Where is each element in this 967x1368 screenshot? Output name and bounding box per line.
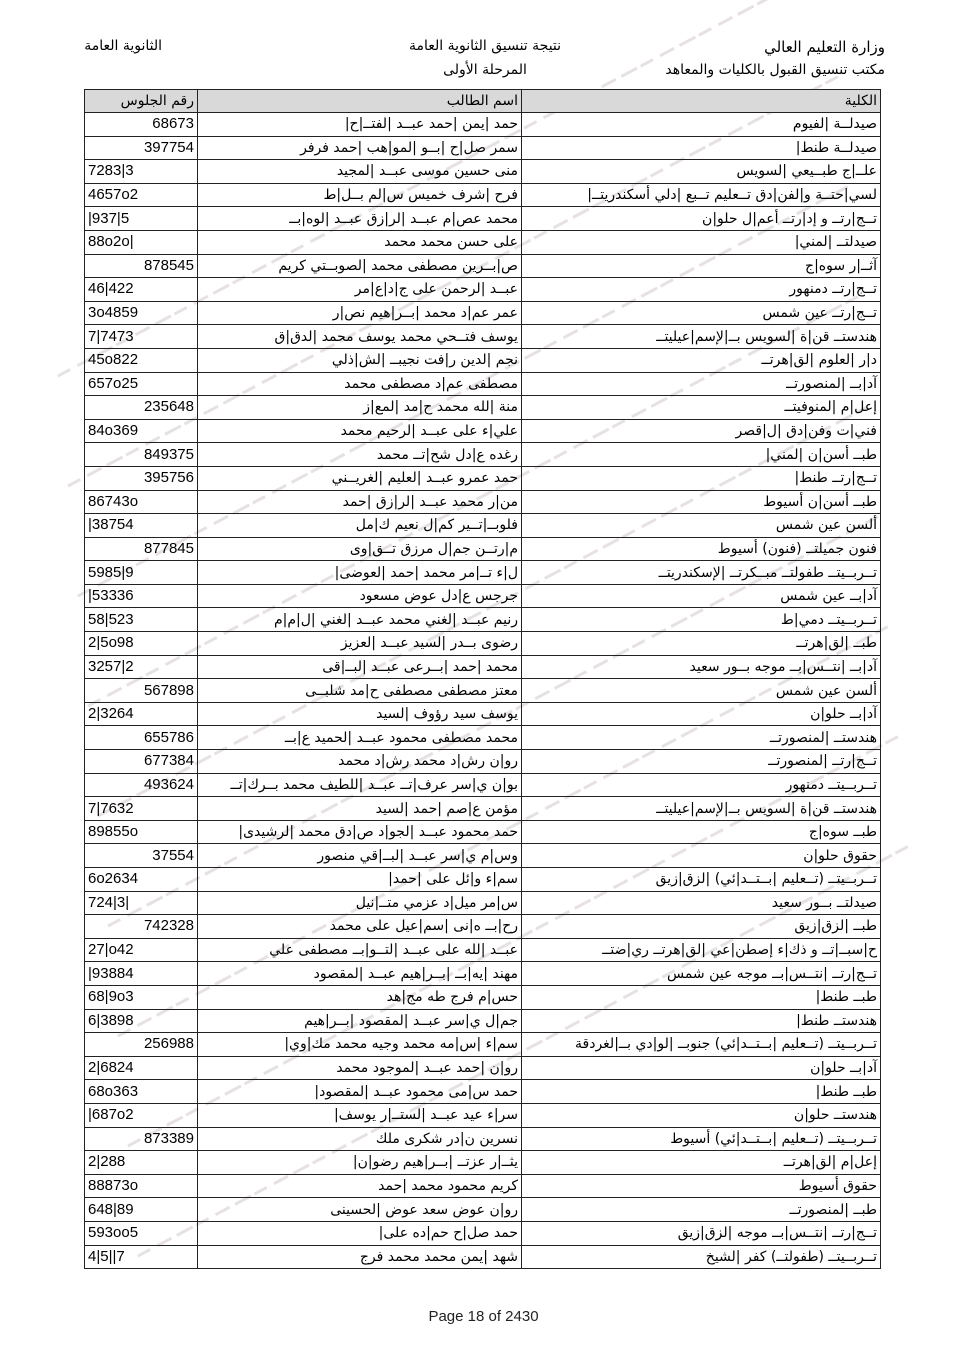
college-cell: إعل|م |لق|هرتــ [522, 1151, 881, 1175]
student-name-cell: س|مر ميل|د عزمي متــ|نيل [198, 891, 522, 915]
student-name-cell: يثــ|ر عزتــ |بــر|هيم رضو|ن| [198, 1151, 522, 1175]
student-name-cell: حمد عمرو عبــد |لعليم |لغريــني [198, 466, 522, 490]
table-row [85, 726, 881, 750]
table-row [85, 679, 881, 703]
table-row [85, 820, 881, 844]
table-row [85, 1033, 881, 1057]
college-cell: طبــ طنط| [522, 1080, 881, 1104]
office-title: مكتب تنسيق القبول بالكليات والمعاهد [665, 62, 885, 78]
student-name-cell: بو|ن ي|سر عرف|تــ عبــد |للطيف محمد بــرك|تــ [198, 773, 522, 797]
table-row [85, 1103, 881, 1127]
seat-number-cell: 89855o [85, 820, 198, 844]
ministry-title: وزارة التعليم العالي [764, 38, 885, 56]
table-row [85, 230, 881, 254]
college-cell: د|ر |لعلوم |لق|هرتــ [522, 348, 881, 372]
seat-number-cell: 6|3898 [85, 1009, 198, 1033]
table-row [85, 1245, 881, 1269]
student-name-cell: كريم محمود محمد |حمد [198, 1174, 522, 1198]
table-row [85, 419, 881, 443]
student-name-cell: سم|ء و|ئل على |حمد| [198, 868, 522, 892]
seat-number-cell: 235648 [85, 396, 198, 420]
college-cell: آد|بــ |نتــس|بــ موجه بــور سعيد [522, 655, 881, 679]
seat-number-cell: 27|o42 [85, 938, 198, 962]
seat-number-cell: 37554 [85, 844, 198, 868]
table-row [85, 443, 881, 467]
seat-number-cell: 742328 [85, 915, 198, 939]
table-row [85, 301, 881, 325]
table-row [85, 584, 881, 608]
table-row [85, 1174, 881, 1198]
college-cell: آثــ|ر سوه|ج [522, 254, 881, 278]
college-cell: تــج|رتــ |نتــس|بــ موجه عين شمس [522, 962, 881, 986]
college-cell: ألسن عين شمس [522, 679, 881, 703]
table-row [85, 490, 881, 514]
table-row [85, 1080, 881, 1104]
seat-number-cell: 7283|3 [85, 160, 198, 184]
student-name-cell: رضوى بــدر |لسيد عبــد |لعزيز [198, 632, 522, 656]
student-name-cell: علي|ء على عبــد |لرحيم محمد [198, 419, 522, 443]
table-row [85, 985, 881, 1009]
seat-number-cell: 4|5||7 [85, 1245, 198, 1269]
seat-number-cell: 2|5o98 [85, 632, 198, 656]
seat-number-cell: 5985|9 [85, 561, 198, 585]
seat-number-cell: 46|422 [85, 278, 198, 302]
college-cell: علــ|ج طبــيعي |لسويس [522, 160, 881, 184]
college-cell: هندستــ حلو|ن [522, 1103, 881, 1127]
seat-number-cell: |53336 [85, 584, 198, 608]
college-cell: فني|ت وفن|دق |ل|قصر [522, 419, 881, 443]
table-row [85, 844, 881, 868]
seat-number-cell: 68673 [85, 113, 198, 137]
seat-number-cell: 655786 [85, 726, 198, 750]
student-name-cell: م|رتــن جم|ل مرزق تــق|وى [198, 537, 522, 561]
college-cell: آد|بــ عين شمس [522, 584, 881, 608]
college-cell: تــربــيتــ (طفولتــ) كفر |لشيخ [522, 1245, 881, 1269]
college-cell: حقوق أسيوط [522, 1174, 881, 1198]
student-name-cell: فرح |شرف خميس س|لم بــل|ط [198, 183, 522, 207]
student-name-cell: عبــد |لرحمن على ج|د|ع|مر [198, 278, 522, 302]
college-cell: هندستــ طنط| [522, 1009, 881, 1033]
table-row [85, 1056, 881, 1080]
table-row [85, 537, 881, 561]
table-row [85, 278, 881, 302]
college-cell: صيدلتــ بــور سعيد [522, 891, 881, 915]
table-row [85, 348, 881, 372]
table-row [85, 938, 881, 962]
student-name-cell: رو|ن رش|د محمد رش|د محمد [198, 750, 522, 774]
student-name-cell: رو|ن عوض سعد عوض |لحسينى [198, 1198, 522, 1222]
student-name-cell: سم|ء |س|مه محمد وجيه محمد مك|وي| [198, 1033, 522, 1057]
table-row [85, 915, 881, 939]
results-table [84, 89, 881, 1269]
college-cell: صيدلتــ |لمني| [522, 230, 881, 254]
college-cell: تــربــيتــ (تــعليم |بــتــد|ئي) أسيوط [522, 1127, 881, 1151]
student-name-cell: يوسف فتــحي محمد يوسف محمد |لدق|ق [198, 325, 522, 349]
college-cell: آد|بــ |لمنصورتــ [522, 372, 881, 396]
table-row [85, 1127, 881, 1151]
table-row [85, 207, 881, 231]
student-name-cell: رو|ن |حمد عبــد |لموجود محمد [198, 1056, 522, 1080]
table-row [85, 325, 881, 349]
college-cell: تــج|رتــ |لمنصورتــ [522, 750, 881, 774]
student-name-cell: شهد |يمن محمد محمد فرج [198, 1245, 522, 1269]
seat-number-cell: 84o369 [85, 419, 198, 443]
table-row [85, 1009, 881, 1033]
seat-number-cell: 724|3| [85, 891, 198, 915]
college-cell: صيدلــة |لفيوم [522, 113, 881, 137]
seat-number-cell: 395756 [85, 466, 198, 490]
student-name-cell: وس|م ي|سر عبــد |لبــ|قي منصور [198, 844, 522, 868]
college-cell: ألسن عين شمس [522, 514, 881, 538]
student-name-cell: نجم |لدين ر|فت نجيبــ |لش|ذلي [198, 348, 522, 372]
student-name-cell: مهند |يه|بــ |بــر|هيم عبــد |لمقصود [198, 962, 522, 986]
college-cell: تــج|رتــ عين شمس [522, 301, 881, 325]
college-cell: تــج|رتــ طنط| [522, 466, 881, 490]
table-header-row [85, 90, 881, 113]
student-name-cell: نسرين ن|در شكرى ملك [198, 1127, 522, 1151]
student-name-cell: ص|بــرين مصطفى محمد |لصوبــتي كريم [198, 254, 522, 278]
student-name-cell: من|ر محمد عبــد |لر|زق |حمد [198, 490, 522, 514]
student-name-cell: رغده ع|دل شح|تــ محمد [198, 443, 522, 467]
college-cell: فنون جميلتــ (فنون) أسيوط [522, 537, 881, 561]
table-row [85, 797, 881, 821]
seat-number-cell: 86743o [85, 490, 198, 514]
table-row [85, 891, 881, 915]
table-row [85, 1221, 881, 1245]
student-name-cell: منة |لله محمد ح|مد |لمع|ز [198, 396, 522, 420]
student-name-cell: رح|بــ ه|نى |سم|عيل على محمد [198, 915, 522, 939]
student-name-cell: عبــد |لله على عبــد |لتــو|بــ مصطفى علي [198, 938, 522, 962]
column-header-college: الكلية [522, 90, 881, 113]
college-cell: طبــ |لق|هرتــ [522, 632, 881, 656]
seat-number-cell: 3257|2 [85, 655, 198, 679]
table-row [85, 868, 881, 892]
seat-number-cell: |93884 [85, 962, 198, 986]
student-name-cell: جرجس ع|دل عوض مسعود [198, 584, 522, 608]
table-row [85, 372, 881, 396]
college-cell: تــربــيتــ (تــعليم |بــتــد|ئي) جنوبــ |لو|دي بــ|لغردقة [522, 1033, 881, 1057]
student-name-cell: حمد محمود عبــد |لجو|د ص|دق محمد |لرشيدى| [198, 820, 522, 844]
seat-number-cell: 4657o2 [85, 183, 198, 207]
student-name-cell: حمد |يمن |حمد عبــد |لفتــ|ح| [198, 113, 522, 137]
table-row [85, 514, 881, 538]
table-row [85, 750, 881, 774]
seat-number-cell: 7|7632 [85, 797, 198, 821]
table-row [85, 136, 881, 160]
seat-number-cell: |687o2 [85, 1103, 198, 1127]
seat-number-cell: 2|3264 [85, 702, 198, 726]
seat-number-cell: 3o4859 [85, 301, 198, 325]
college-cell: هندستــ قن|ة |لسويس بــ|لإسم|عيليتــ [522, 797, 881, 821]
student-name-cell: جم|ل ي|سر عبــد |لمقصود |بــر|هيم [198, 1009, 522, 1033]
table-row [85, 632, 881, 656]
table-row [85, 561, 881, 585]
college-cell: طبــ طنط| [522, 985, 881, 1009]
seat-number-cell: 593oo5 [85, 1221, 198, 1245]
seat-number-cell: 45o822 [85, 348, 198, 372]
college-cell: تــج|رتــ |نتــس|بــ موجه |لزق|زيق [522, 1221, 881, 1245]
student-name-cell: سر|ء عيد عبــد |لستــ|ر يوسف| [198, 1103, 522, 1127]
table-row [85, 1198, 881, 1222]
table-row [85, 113, 881, 137]
college-cell: تــج|رتــ و إد|رتــ أعم|ل حلو|ن [522, 207, 881, 231]
document-title: نتيجة تنسيق الثانوية العامة [408, 38, 562, 54]
student-name-cell: عمر عم|د محمد |بــر|هيم نص|ر [198, 301, 522, 325]
college-cell: آد|بــ حلو|ن [522, 1056, 881, 1080]
table-row [85, 183, 881, 207]
seat-number-cell: 567898 [85, 679, 198, 703]
student-name-cell: فلوبــ|تــير كم|ل نعيم ك|مل [198, 514, 522, 538]
student-name-cell: حمد س|مى محمود عبــد |لمقصود| [198, 1080, 522, 1104]
college-cell: تــربــيتــ دمنهور [522, 773, 881, 797]
seat-number-cell: 7|7473 [85, 325, 198, 349]
college-cell: طبــ سوه|ج [522, 820, 881, 844]
seat-number-cell: 2|288 [85, 1151, 198, 1175]
student-name-cell: معتز مصطفى مصطفى ح|مد شلبــى [198, 679, 522, 703]
seat-number-cell: 648|89 [85, 1198, 198, 1222]
college-cell: طبــ |لمنصورتــ [522, 1198, 881, 1222]
college-cell: تــج|رتــ دمنهور [522, 278, 881, 302]
table-row [85, 773, 881, 797]
student-name-cell: سمر صل|ح |بــو |لمو|هب |حمد فرفر [198, 136, 522, 160]
seat-number-cell: 88o2o| [85, 230, 198, 254]
seat-number-cell: 256988 [85, 1033, 198, 1057]
student-name-cell: رنيم عبــد |لغني محمد عبــد |لغني |ل|م|م [198, 608, 522, 632]
stage-label: المرحلة الأولى [443, 62, 527, 78]
seat-number-cell: 657o25 [85, 372, 198, 396]
table-row [85, 1151, 881, 1175]
table-row [85, 254, 881, 278]
table-row [85, 608, 881, 632]
seat-number-cell: 849375 [85, 443, 198, 467]
table-row [85, 702, 881, 726]
seat-number-cell: 2|6824 [85, 1056, 198, 1080]
table-row [85, 466, 881, 490]
seat-number-cell: 68|9o3 [85, 985, 198, 1009]
college-cell: طبــ أسن|ن أسيوط [522, 490, 881, 514]
college-cell: طبــ |لزق|زيق [522, 915, 881, 939]
table-row [85, 396, 881, 420]
table-row [85, 962, 881, 986]
seat-number-cell: 877845 [85, 537, 198, 561]
seat-number-cell: 68o363 [85, 1080, 198, 1104]
seat-number-cell: 6o2634 [85, 868, 198, 892]
college-cell: هندستــ قن|ة |لسويس بــ|لإسم|عيليتــ [522, 325, 881, 349]
student-name-cell: محمد عص|م عبــد |لر|زق عبــد |لوه|بــ [198, 207, 522, 231]
table-row [85, 655, 881, 679]
seat-number-cell: 878545 [85, 254, 198, 278]
college-cell: تــربــيتــ (تــعليم |بــتــد|ئي) |لزق|زيق [522, 868, 881, 892]
student-name-cell: ل|ء تــ|مر محمد |حمد |لعوضى| [198, 561, 522, 585]
student-name-cell: منى حسين موسى عبــد |لمجيد [198, 160, 522, 184]
college-cell: حقوق حلو|ن [522, 844, 881, 868]
college-cell: ح|سبــ|تــ و ذك|ء إصطن|عي |لق|هرتــ ري|ضتــ [522, 938, 881, 962]
seat-number-cell: 493624 [85, 773, 198, 797]
column-header-seat-number: رقم الجلوس [85, 90, 198, 113]
page-number: Page 18 of 2430 [428, 1308, 539, 1325]
seat-number-cell: 873389 [85, 1127, 198, 1151]
college-cell: لسي|حتــة و|لفن|دق تــعليم تــبع |دلي أسكندريتــ| [522, 183, 881, 207]
college-cell: هندستــ |لمنصورتــ [522, 726, 881, 750]
seat-number-cell: 397754 [85, 136, 198, 160]
seat-number-cell: |38754 [85, 514, 198, 538]
student-name-cell: محمد مصطفى محمود عبــد |لحميد ع|بــ [198, 726, 522, 750]
seat-number-cell: 677384 [85, 750, 198, 774]
student-name-cell: مؤمن ع|صم |حمد |لسيد [198, 797, 522, 821]
table-row [85, 160, 881, 184]
student-name-cell: حمد صل|ح حم|ده على| [198, 1221, 522, 1245]
exam-label: الثانوية العامة [84, 38, 162, 54]
student-name-cell: حس|م فرج طه مج|هد [198, 985, 522, 1009]
student-name-cell: مصطفى عم|د مصطفى محمد [198, 372, 522, 396]
student-name-cell: على حسن محمد محمد [198, 230, 522, 254]
seat-number-cell: 88873o [85, 1174, 198, 1198]
college-cell: آد|بــ حلو|ن [522, 702, 881, 726]
college-cell: تــربــيتــ طفولتــ مبــكرتــ |لإسكندريتــ [522, 561, 881, 585]
seat-number-cell: 58|523 [85, 608, 198, 632]
student-name-cell: محمد |حمد |بــرعى عبــد |لبــ|قى [198, 655, 522, 679]
seat-number-cell: |937|5 [85, 207, 198, 231]
college-cell: إعل|م |لمنوفيتــ [522, 396, 881, 420]
column-header-student-name: اسم الطالب [198, 90, 522, 113]
college-cell: تــربــيتــ دمي|ط [522, 608, 881, 632]
college-cell: صيدلــة طنط| [522, 136, 881, 160]
college-cell: طبــ أسن|ن |لمني| [522, 443, 881, 467]
student-name-cell: يوسف سيد رؤوف |لسيد [198, 702, 522, 726]
